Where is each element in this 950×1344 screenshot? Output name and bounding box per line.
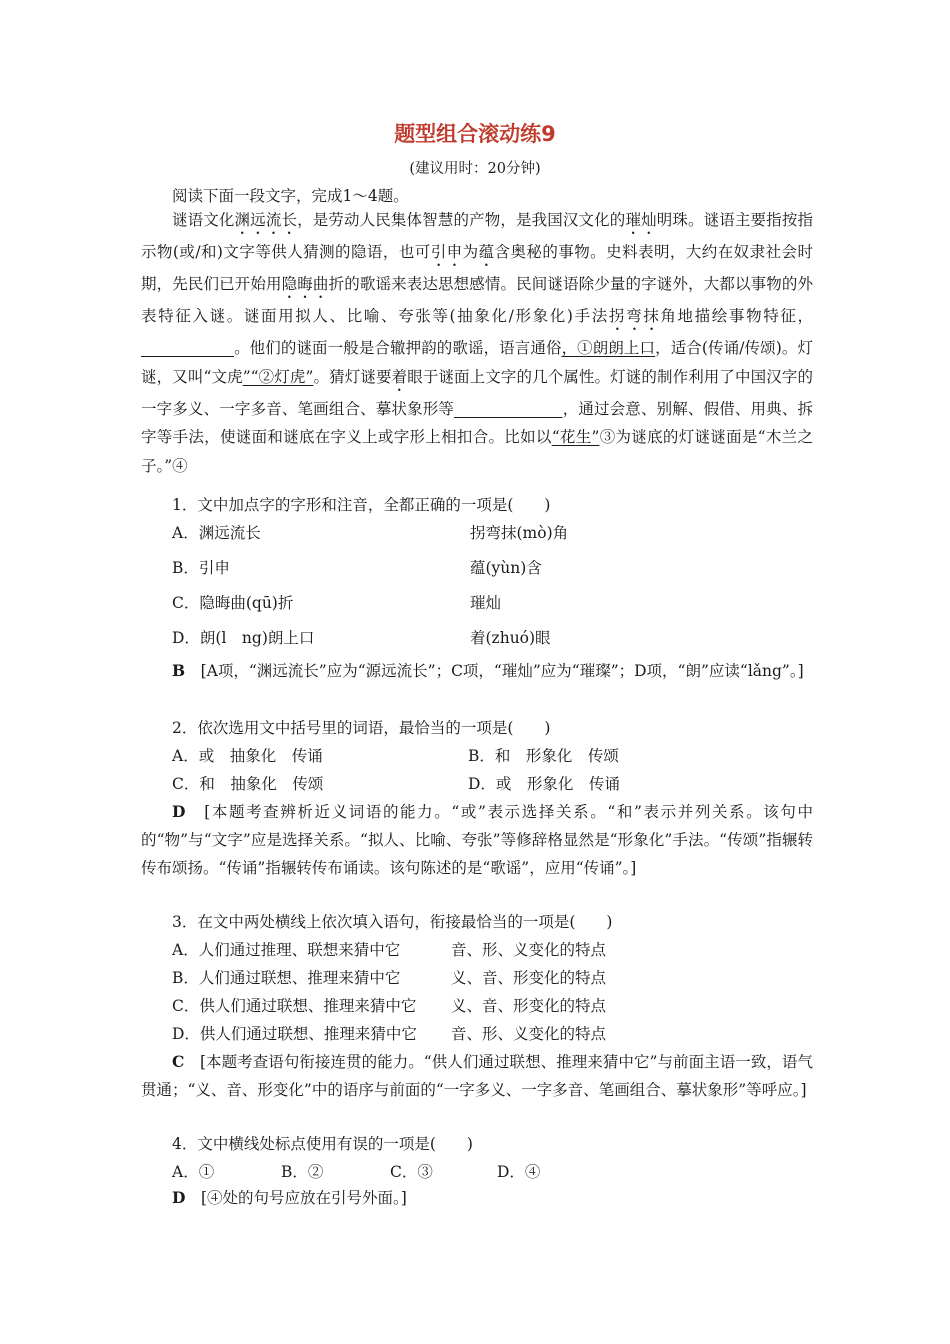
answer-explanation: [本题考查语句衔接连贯的能力。“供人们通过联想、推理来猜中它”与前面主语一致，语气贯通；“义、音、形变化”中的语序与前面的“一字多义、一字多音、笔画组合、摹状象形”等呼应。]: [141, 1053, 813, 1099]
q1-option-b-right: 蕴(yùn)含: [470, 559, 542, 577]
fill-blank-1: ____________: [141, 339, 234, 357]
q2-option-d: D．或 形象化 传诵: [468, 775, 620, 793]
passage-text: 。猜灯谜要: [313, 367, 392, 386]
q2-option-a: A．或 抽象化 传诵: [172, 747, 323, 765]
dotted-word: 蕴: [478, 243, 495, 261]
answer-explanation: [A项，“渊远流长”应为“源远流长”；C项，“璀灿”应为“璀璨”；D项，“朗”应读“lǎng”。]: [200, 662, 804, 680]
q4-answer: [141, 1184, 813, 1212]
q1-answer: [141, 657, 813, 685]
fill-blank-2: ______________: [454, 399, 563, 418]
q3-answer: [141, 1048, 813, 1104]
question-1-stem: 1．文中加点字的字形和注音，全都正确的一项是( ): [172, 496, 551, 514]
passage-text: 含奥秘的事物。史料表明，大约在奴隶社会时期，先民们已开始用: [141, 243, 813, 293]
answer-explanation: [④处的句号应放在引号外面。]: [200, 1189, 407, 1207]
underlined-punct-1: ，①朗朗上口: [561, 339, 656, 357]
q1-option-a-right: 拐弯抹(mò)角: [470, 524, 569, 542]
dotted-word: 渊远流长: [234, 211, 298, 229]
passage-text: 为: [462, 243, 479, 261]
passage-text: ③为谜底的灯谜谜面是“木兰之子。”④: [141, 428, 813, 475]
dotted-word: 璀灿: [625, 211, 657, 229]
reading-passage: [141, 206, 813, 480]
underlined-punct-3: “花生”: [551, 428, 600, 446]
q1-option-b-left: B．引申: [172, 559, 230, 577]
q3-option-d-right: 音、形、义变化的特点: [451, 1025, 607, 1043]
q3-option-c-right: 义、音、形变化的特点: [451, 997, 607, 1015]
q1-option-d-left: D．朗(l ng)朗上口: [172, 629, 315, 647]
passage-text: 明珠。谜语主要指按指示物(或/和)文字等供人猜测的隐语，也可: [141, 211, 813, 261]
passage-text: 谜语文化: [172, 211, 235, 229]
passage-text: 折的歌谣来表达思想感情。民间谜语除少量的字谜外，大都以事物的外表特征入谜。谜面用拟人、比喻、夸张等(抽象化/形象化)手法: [141, 275, 813, 325]
question-4-stem: 4．文中横线处标点使用有误的一项是( ): [172, 1135, 473, 1153]
page-title: 题型组合滚动练9: [394, 122, 556, 146]
answer-letter: D: [172, 1188, 186, 1207]
underlined-punct-2: ”“②灯虎”: [242, 367, 314, 386]
q3-option-a-left: A．人们通过推理、联想来猜中它: [172, 941, 401, 959]
dotted-word: 拐弯抹: [608, 307, 661, 325]
q3-option-b-left: B．人们通过联想、推理来猜中它: [172, 969, 401, 987]
q3-option-a-right: 音、形、义变化的特点: [451, 941, 607, 959]
q4-option-c: C．③: [390, 1163, 433, 1181]
q3-option-b-right: 义、音、形变化的特点: [451, 969, 607, 987]
q2-option-b: B．和 形象化 传颂: [468, 747, 619, 765]
q1-option-a-left: A．渊远流长: [172, 524, 261, 542]
passage-text: ，通过会意、别解、假借、用典、拆字等手法，使谜面和谜底在字义上或字形上相扣合。比如以: [141, 399, 813, 446]
suggested-time: (建议用时：20分钟): [409, 161, 541, 177]
q1-option-c-right: 璀灿: [470, 594, 502, 612]
dotted-word: 着: [391, 367, 408, 386]
q4-option-d: D．④: [497, 1163, 541, 1181]
passage-text: ，适合(传诵/传颂)。灯谜，又叫“文虎: [141, 339, 813, 386]
q2-option-c: C．和 抽象化 传颂: [172, 775, 324, 793]
passage-text: 。他们的谜面一般是合辙押韵的歌谣，语言通俗: [234, 339, 562, 357]
reading-instruction: 阅读下面一段文字，完成1～4题。: [172, 187, 409, 205]
q1-option-d-right: 着(zhuó)眼: [470, 629, 551, 647]
passage-text: ，是劳动人民集体智慧的产物，是我国汉文化的: [297, 211, 626, 229]
passage-text: 角地描绘事物特征，: [660, 307, 813, 325]
q1-option-c-left: C．隐晦曲(qū)折: [172, 594, 294, 612]
dotted-word: 引申: [430, 243, 463, 261]
question-2-stem: 2．依次选用文中括号里的词语，最恰当的一项是( ): [172, 719, 551, 737]
q3-option-c-left: C．供人们通过联想、推理来猜中它: [172, 997, 417, 1015]
answer-explanation: [本题考查辨析近义词语的能力。“或”表示选择关系。“和”表示并列关系。该句中的“物”与“文字”应是选择关系。“拟人、比喻、夸张”等修辞格显然是“形象化”手法。“传颂”指辗转传布颂扬。“传诵”指辗转传布诵读。该句陈述的是“歌谣”，应用“传诵”。]: [141, 803, 813, 877]
question-3-stem: 3．在文中两处横线上依次填入语句，衔接最恰当的一项是( ): [172, 913, 613, 931]
answer-letter: B: [172, 661, 186, 680]
dotted-word: 隐晦曲: [281, 275, 329, 293]
q4-option-a: A．①: [172, 1163, 215, 1181]
q4-option-b: B．②: [281, 1163, 324, 1181]
answer-letter: C: [172, 1052, 185, 1071]
q3-option-d-left: D．供人们通过联想、推理来猜中它: [172, 1025, 417, 1043]
passage-text: 眼于谜面上文字的几个属性。灯谜的制作利用了中国汉字的一字多义、一字多音、笔画组合、摹状象形等: [141, 367, 813, 418]
answer-letter: D: [172, 802, 186, 821]
q2-answer: [141, 798, 813, 882]
